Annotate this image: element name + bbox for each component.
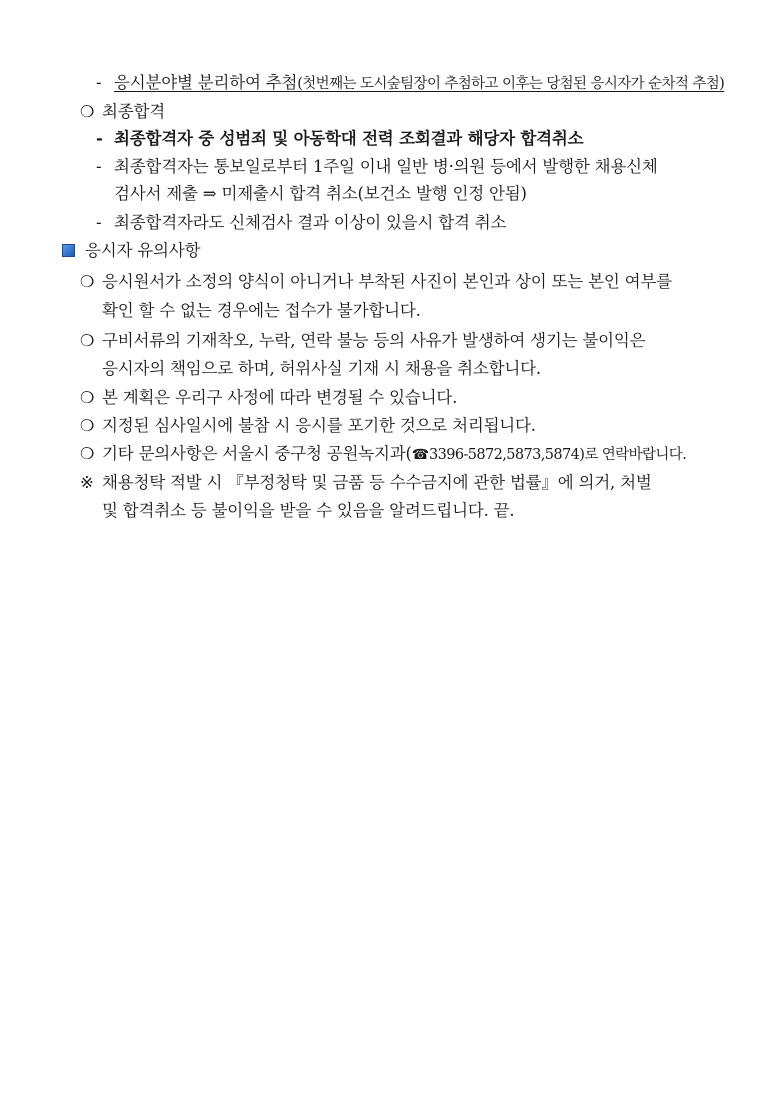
- dash-bullet: -: [96, 129, 103, 148]
- final-pass-heading: 최종합격: [102, 102, 165, 121]
- solicitation-text-2: 및 합격취소 등 불이익을 받을 수 있음을 알려드립니다. 끝.: [102, 501, 515, 520]
- line-crime-check: [96, 128, 583, 150]
- note-mark-icon: ※: [80, 473, 94, 492]
- circle-bullet-icon: ❍: [80, 272, 95, 291]
- dash-bullet: -: [96, 157, 102, 176]
- blue-square-icon: [62, 244, 75, 257]
- plan-change-text: 본 계획은 우리구 사정에 따라 변경될 수 있습니다.: [102, 388, 458, 407]
- line-contact: [80, 443, 686, 466]
- health-check-text-1: 최종합격자는 통보일로부터 1주일 이내 일반 병·의원 등에서 발행한 채용신체: [114, 157, 658, 176]
- line-documents-2: [102, 358, 541, 380]
- dash-bullet: -: [96, 213, 102, 232]
- notes-heading-text: 응시자 유의사항: [85, 241, 201, 260]
- circle-bullet-icon: ❍: [80, 331, 95, 350]
- contact-phone-numbers: 3396-5872,5873,5874)로 연락바랍니다.: [428, 447, 687, 463]
- line-health-abnormal: [96, 212, 506, 234]
- solicitation-text-1: 채용청탁 적발 시 『부정청탁 및 금품 등 수수금지에 관한 법률』에 의거, 처벌: [102, 473, 652, 492]
- absence-text: 지정된 심사일시에 불참 시 응시를 포기한 것으로 처리됩니다.: [102, 416, 536, 435]
- line-solicitation-2: [102, 500, 514, 522]
- line-draw-method: [96, 72, 724, 95]
- health-abnormal-text: 최종합격자라도 신체검사 결과 이상이 있을시 합격 취소: [114, 213, 507, 232]
- circle-bullet-icon: ❍: [80, 102, 95, 121]
- circle-bullet-icon: ❍: [80, 388, 95, 407]
- line-health-check-2: [114, 183, 527, 205]
- draw-method-text: 응시분야별 분리하여 추첨(첫번째는 도시숲팀장이 추첨하고 이후는 당첨된 응시자가 순차적 추첨): [114, 73, 725, 92]
- line-application-form-1: [80, 271, 672, 293]
- line-application-form-2: [102, 300, 421, 322]
- circle-bullet-icon: ❍: [80, 444, 95, 463]
- application-form-text-1: 응시원서가 소정의 양식이 아니거나 부착된 사진이 본인과 상이 또는 본인 여부를: [102, 272, 672, 291]
- documents-text-2: 응시자의 책임으로 하며, 허위사실 기재 시 채용을 취소합니다.: [102, 359, 541, 378]
- line-solicitation-1: [80, 472, 652, 494]
- dash-bullet: -: [96, 73, 102, 92]
- documents-text-1: 구비서류의 기재착오, 누락, 연락 불능 등의 사유가 발생하여 생기는 불이익은: [102, 331, 646, 350]
- phone-icon: ☎: [411, 447, 429, 463]
- line-health-check-1: [96, 156, 658, 178]
- section-heading-notes: [62, 240, 200, 262]
- contact-text-a: 기타 문의사항은 서울시 중구청 공원녹지과(: [102, 444, 412, 463]
- crime-check-text: 최종합격자 중 성범죄 및 아동학대 전력 조회결과 해당자 합격취소: [114, 129, 584, 148]
- circle-bullet-icon: ❍: [80, 416, 95, 435]
- line-plan-change: [80, 387, 457, 409]
- line-final-pass-heading: [80, 101, 165, 123]
- application-form-text-2: 확인 할 수 없는 경우에는 접수가 불가합니다.: [102, 301, 421, 320]
- line-absence: [80, 415, 536, 437]
- line-documents-1: [80, 330, 645, 352]
- health-check-text-2: 검사서 제출 ⇒ 미제출시 합격 취소(보건소 발행 인정 안됨): [114, 184, 527, 203]
